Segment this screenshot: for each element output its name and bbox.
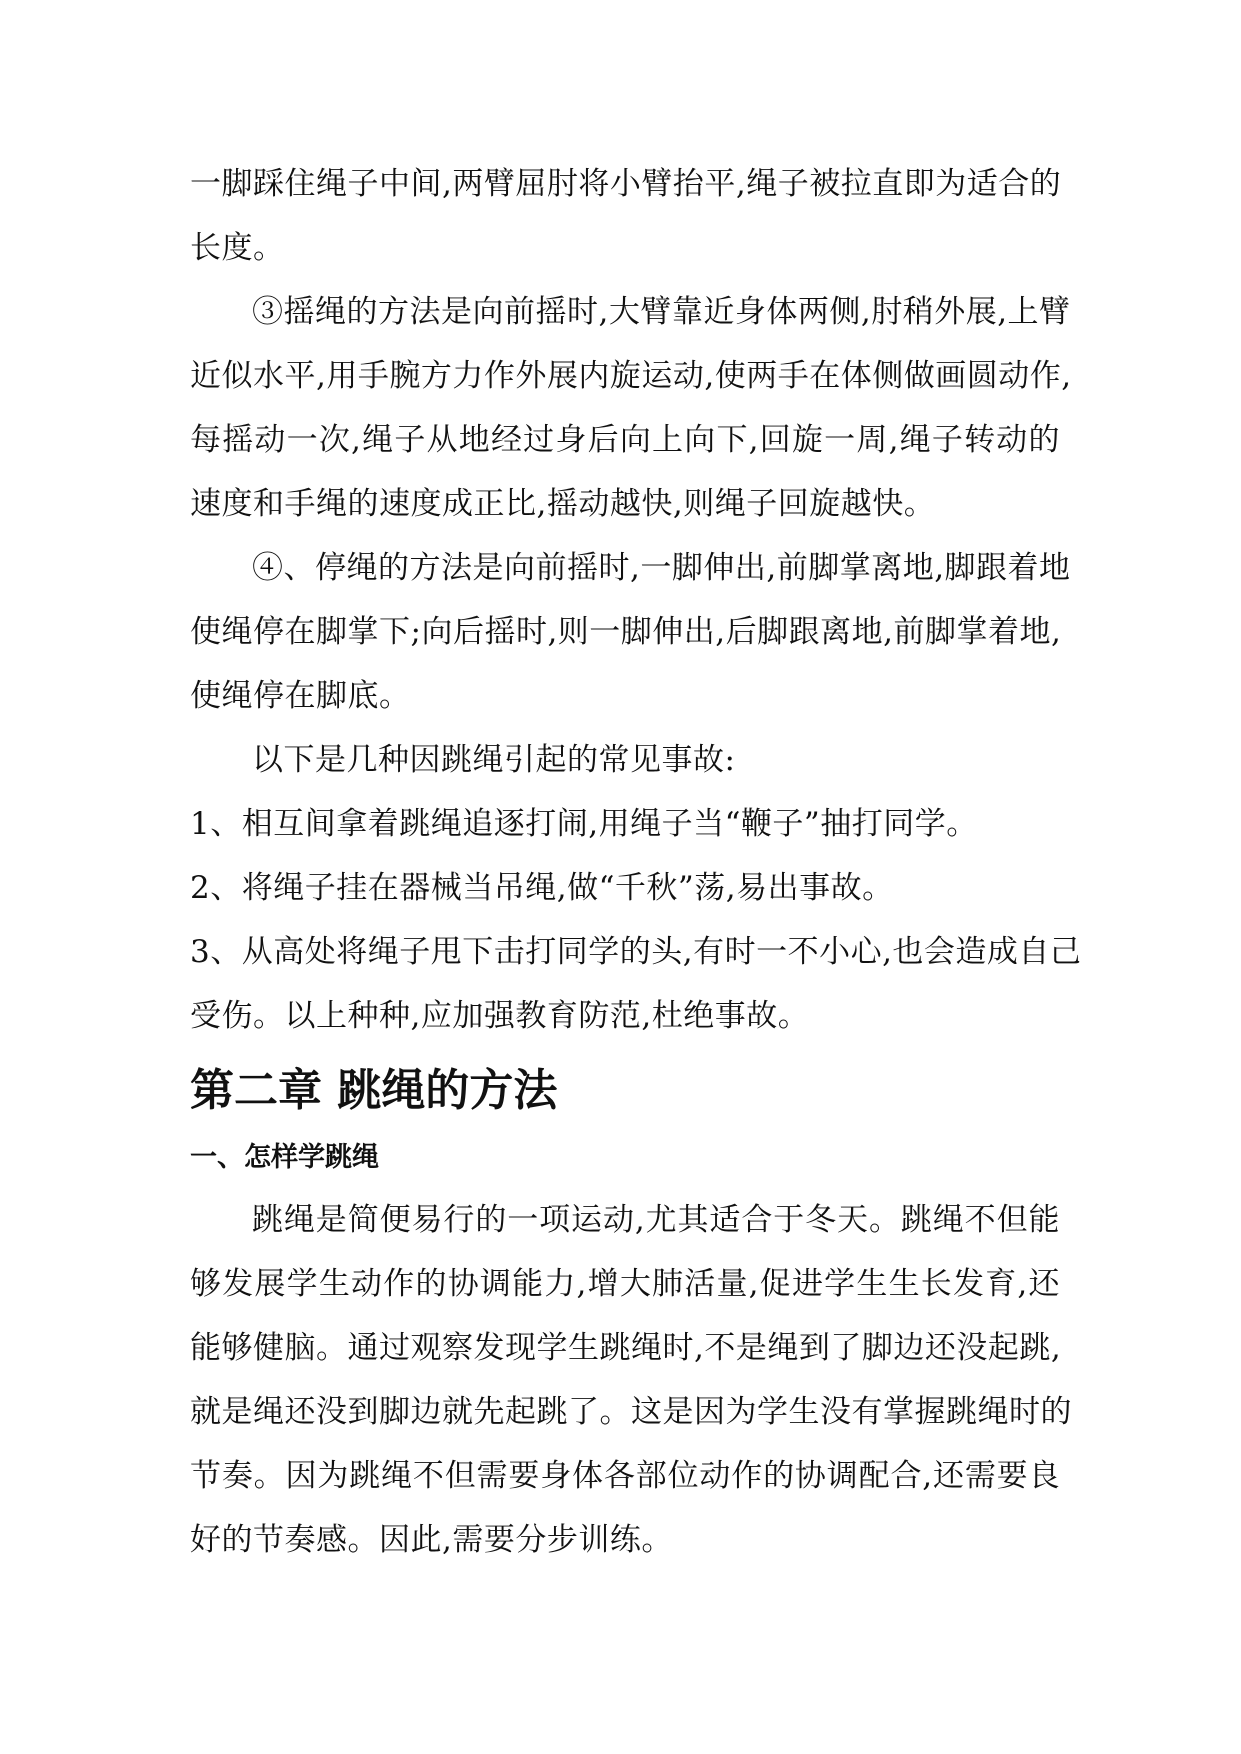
- text-line: 节奏。因为跳绳不但需要身体各部位动作的协调配合,还需要良: [190, 1458, 1060, 1494]
- text-line: 就是绳还没到脚边就先起跳了。这是因为学生没有掌握跳绳时的: [190, 1394, 1072, 1430]
- text-line: 使绳停在脚掌下;向后摇时,则一脚伸出,后脚跟离地,前脚掌着地,: [190, 614, 1062, 650]
- text-line: 够发展学生动作的协调能力,增大肺活量,促进学生生长发育,还: [190, 1266, 1060, 1302]
- text-line: 受伤。以上种种,应加强教育防范,杜绝事故。: [190, 998, 810, 1034]
- text-line: 跳绳是简便易行的一项运动,尤其适合于冬天。跳绳不但能: [252, 1202, 1060, 1238]
- text-line: 长度。: [190, 230, 285, 266]
- text-line: 好的节奏感。因此,需要分步训练。: [190, 1522, 673, 1558]
- chapter-title: 第二章 跳绳的方法: [190, 1065, 558, 1116]
- text-line: 使绳停在脚底。: [190, 678, 411, 714]
- text-line: 能够健脑。通过观察发现学生跳绳时,不是绳到了脚边还没起跳,: [190, 1330, 1062, 1366]
- list-item: 3、从高处将绳子甩下击打同学的头,有时一不小心,也会造成自己: [190, 934, 1082, 970]
- page-content: [190, 152, 1082, 1572]
- text-line: 近似水平,用手腕方力作外展内旋运动,使两手在体侧做画圆动作,: [190, 358, 1072, 394]
- text-line: 以下是几种因跳绳引起的常见事故:: [252, 742, 736, 778]
- section-title: 一、怎样学跳绳: [190, 1142, 379, 1173]
- text-line: 速度和手绳的速度成正比,摇动越快,则绳子回旋越快。: [190, 486, 936, 522]
- text-line: ③摇绳的方法是向前摇时,大臂靠近身体两侧,肘稍外展,上臂: [252, 294, 1071, 330]
- text-line: ④、停绳的方法是向前摇时,一脚伸出,前脚掌离地,脚跟着地: [252, 550, 1071, 586]
- list-item: 2、将绳子挂在器械当吊绳,做“千秋”荡,易出事故。: [190, 870, 894, 906]
- text-line: 每摇动一次,绳子从地经过身后向上向下,回旋一周,绳子转动的: [190, 422, 1060, 458]
- list-item: 1、相互间拿着跳绳追逐打闹,用绳子当“鞭子”抽打同学。: [190, 806, 978, 842]
- text-line: 一脚踩住绳子中间,两臂屈肘将小臂抬平,绳子被拉直即为适合的: [190, 166, 1062, 202]
